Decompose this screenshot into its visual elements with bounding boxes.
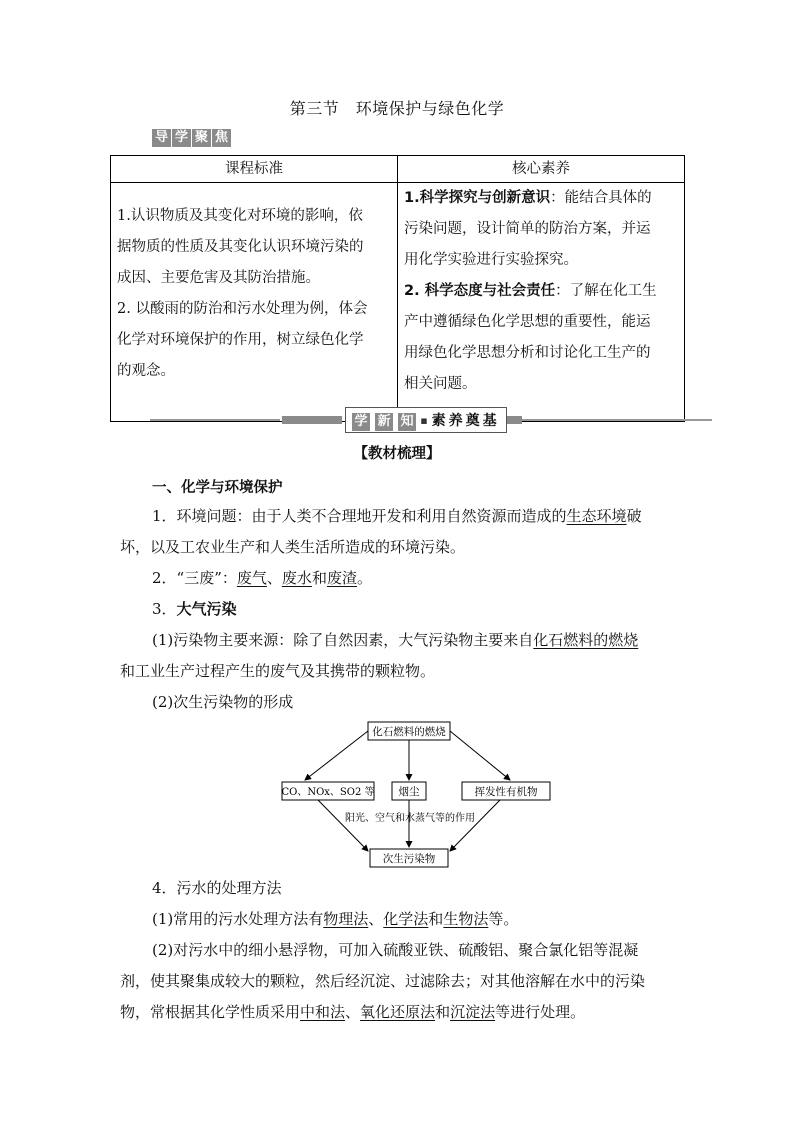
- standard-line: 的观念。: [117, 363, 175, 379]
- paragraph-line: [152, 625, 638, 656]
- standard-line: 化学对环境保护的作用，树立绿色化学: [117, 332, 364, 348]
- text: 和: [311, 569, 327, 587]
- answer-blank: 废气: [236, 569, 267, 587]
- banner-char: 新: [375, 413, 393, 431]
- literacy-line: [404, 276, 678, 307]
- literacy-text: ：了解在化工生: [555, 283, 657, 299]
- text: 、: [368, 910, 384, 928]
- literacy-lead: 2. 科学态度与社会责任: [404, 283, 556, 299]
- text: 。: [356, 569, 372, 587]
- standard-line: 1.认识物质及其变化对环境的影响，依: [117, 208, 363, 224]
- answer-blank: 废水: [281, 569, 312, 587]
- text: 、: [266, 569, 282, 587]
- condition-label: 阳光、空气和水蒸气等的作用: [345, 813, 475, 824]
- left-node-label: CO、NOx、SO2 等: [281, 787, 375, 798]
- standard-line: 成因、主要危害及其防治措施。: [117, 270, 320, 286]
- banner-subtitle: 素养奠基: [431, 413, 500, 429]
- banner-rule: [522, 419, 712, 421]
- answer-blank: 沉淀法: [450, 1003, 496, 1021]
- paragraph-line: [152, 904, 518, 935]
- answer-blank: 废渣: [326, 569, 357, 587]
- text: 物，常根据其化学性质采用: [120, 1003, 301, 1021]
- flow-arrow: [450, 800, 500, 851]
- paragraph-line: 4．污水的处理方法: [152, 879, 282, 897]
- paragraph-line: [120, 997, 585, 1028]
- right-node-label: 挥发性有机物: [474, 786, 538, 798]
- banner-chars: [352, 410, 416, 431]
- literacy-line: [404, 183, 678, 214]
- badge-char: 导: [152, 129, 171, 147]
- paragraph-line: [152, 594, 237, 625]
- answer-blank: 物理法: [323, 910, 369, 928]
- paragraph-line: 和工业生产过程产生的废气及其携带的颗粒物。: [120, 662, 436, 680]
- banner-rule: [150, 419, 280, 421]
- standard-line: 2. 以酸雨的防治和污水处理为例，体会: [117, 301, 368, 317]
- literacy-line: 用化学实验进行实验探究。: [404, 252, 578, 268]
- standards-table: [110, 155, 685, 422]
- literacy-lead: 1.科学探究与创新意识: [404, 190, 551, 206]
- literacy-line: 用绿色化学思想分析和讨论化工生产的: [404, 345, 651, 361]
- paragraph-line: 坏，以及工农业生产和人类生活所造成的环境污染。: [120, 538, 466, 556]
- flow-arrow: [305, 731, 368, 780]
- banner-dot: ▪: [420, 413, 428, 427]
- header-core-literacy: 核心素养: [398, 156, 685, 183]
- paragraph-line: [152, 501, 642, 532]
- subheading: 【教材梳理】: [353, 446, 441, 462]
- literacy-text: ：能结合具体的: [550, 190, 652, 206]
- paragraph-line: (2)次生污染物的形成: [152, 693, 294, 711]
- text: 1．环境问题：由于人类不合理地开发和利用自然资源而造成的: [152, 507, 567, 525]
- banner-bar: [282, 416, 342, 424]
- banner-char: 知: [398, 413, 416, 431]
- header-course-standard: 课程标准: [111, 156, 398, 183]
- paragraph-line: (2)对污水中的细小悬浮物，可加入硫酸亚铁、硫酸铝、聚合氯化铝等混凝: [152, 941, 639, 959]
- text: 2．“三废”：: [152, 569, 237, 587]
- guide-badge: [152, 129, 231, 147]
- text: 等进行处理。: [495, 1003, 586, 1021]
- badge-char: 学: [172, 129, 191, 147]
- answer-blank: 中和法: [300, 1003, 346, 1021]
- text: (1)常用的污水处理方法有: [152, 910, 324, 928]
- banner-label: [345, 407, 507, 433]
- section-banner: [150, 407, 710, 433]
- badge-char: 聚: [192, 129, 211, 147]
- literacy-line: 产中遵循绿色化学思想的重要性，能运: [404, 314, 651, 330]
- text: 等。: [488, 910, 519, 928]
- middle-node-label: 烟尘: [398, 786, 420, 798]
- course-standard-cell: [111, 183, 398, 422]
- text: 、: [345, 1003, 361, 1021]
- banner-char: 学: [352, 413, 370, 431]
- text: 和: [428, 910, 444, 928]
- text: 破: [626, 507, 642, 525]
- text: 3．: [152, 600, 177, 618]
- answer-blank: 生态环境: [566, 507, 627, 525]
- pollution-flow-diagram: [270, 715, 560, 875]
- text: (1)污染物主要来源：除了自然因素，大气污染物主要来自: [152, 631, 534, 649]
- literacy-line: 相关问题。: [404, 376, 477, 392]
- flow-arrow: [450, 731, 510, 780]
- standard-line: 据物质的性质及其变化认识环境污染的: [117, 239, 364, 255]
- flow-arrow: [318, 800, 368, 851]
- literacy-line: 污染问题，设计简单的防治方案，并运: [404, 221, 651, 237]
- answer-blank: 氧化还原法: [360, 1003, 436, 1021]
- paragraph-line: 剂，使其聚集成较大的颗粒，然后经沉淀、过滤除去；对其他溶解在水中的污染: [120, 972, 646, 990]
- sub-heading: 大气污染: [176, 600, 237, 618]
- bottom-node-label: 次生污染物: [382, 853, 436, 865]
- core-literacy-cell: [398, 183, 685, 422]
- paragraph-line: [152, 563, 372, 594]
- answer-blank: 化石燃料的燃烧: [533, 631, 639, 649]
- badge-char: 焦: [212, 129, 231, 147]
- answer-blank: 生物法: [443, 910, 489, 928]
- section-heading: 一、化学与环境保护: [152, 480, 283, 496]
- text: 和: [435, 1003, 451, 1021]
- answer-blank: 化学法: [383, 910, 429, 928]
- page-title: 第三节 环境保护与绿色化学: [289, 99, 505, 118]
- top-node-label: 化石燃料的燃烧: [372, 726, 446, 738]
